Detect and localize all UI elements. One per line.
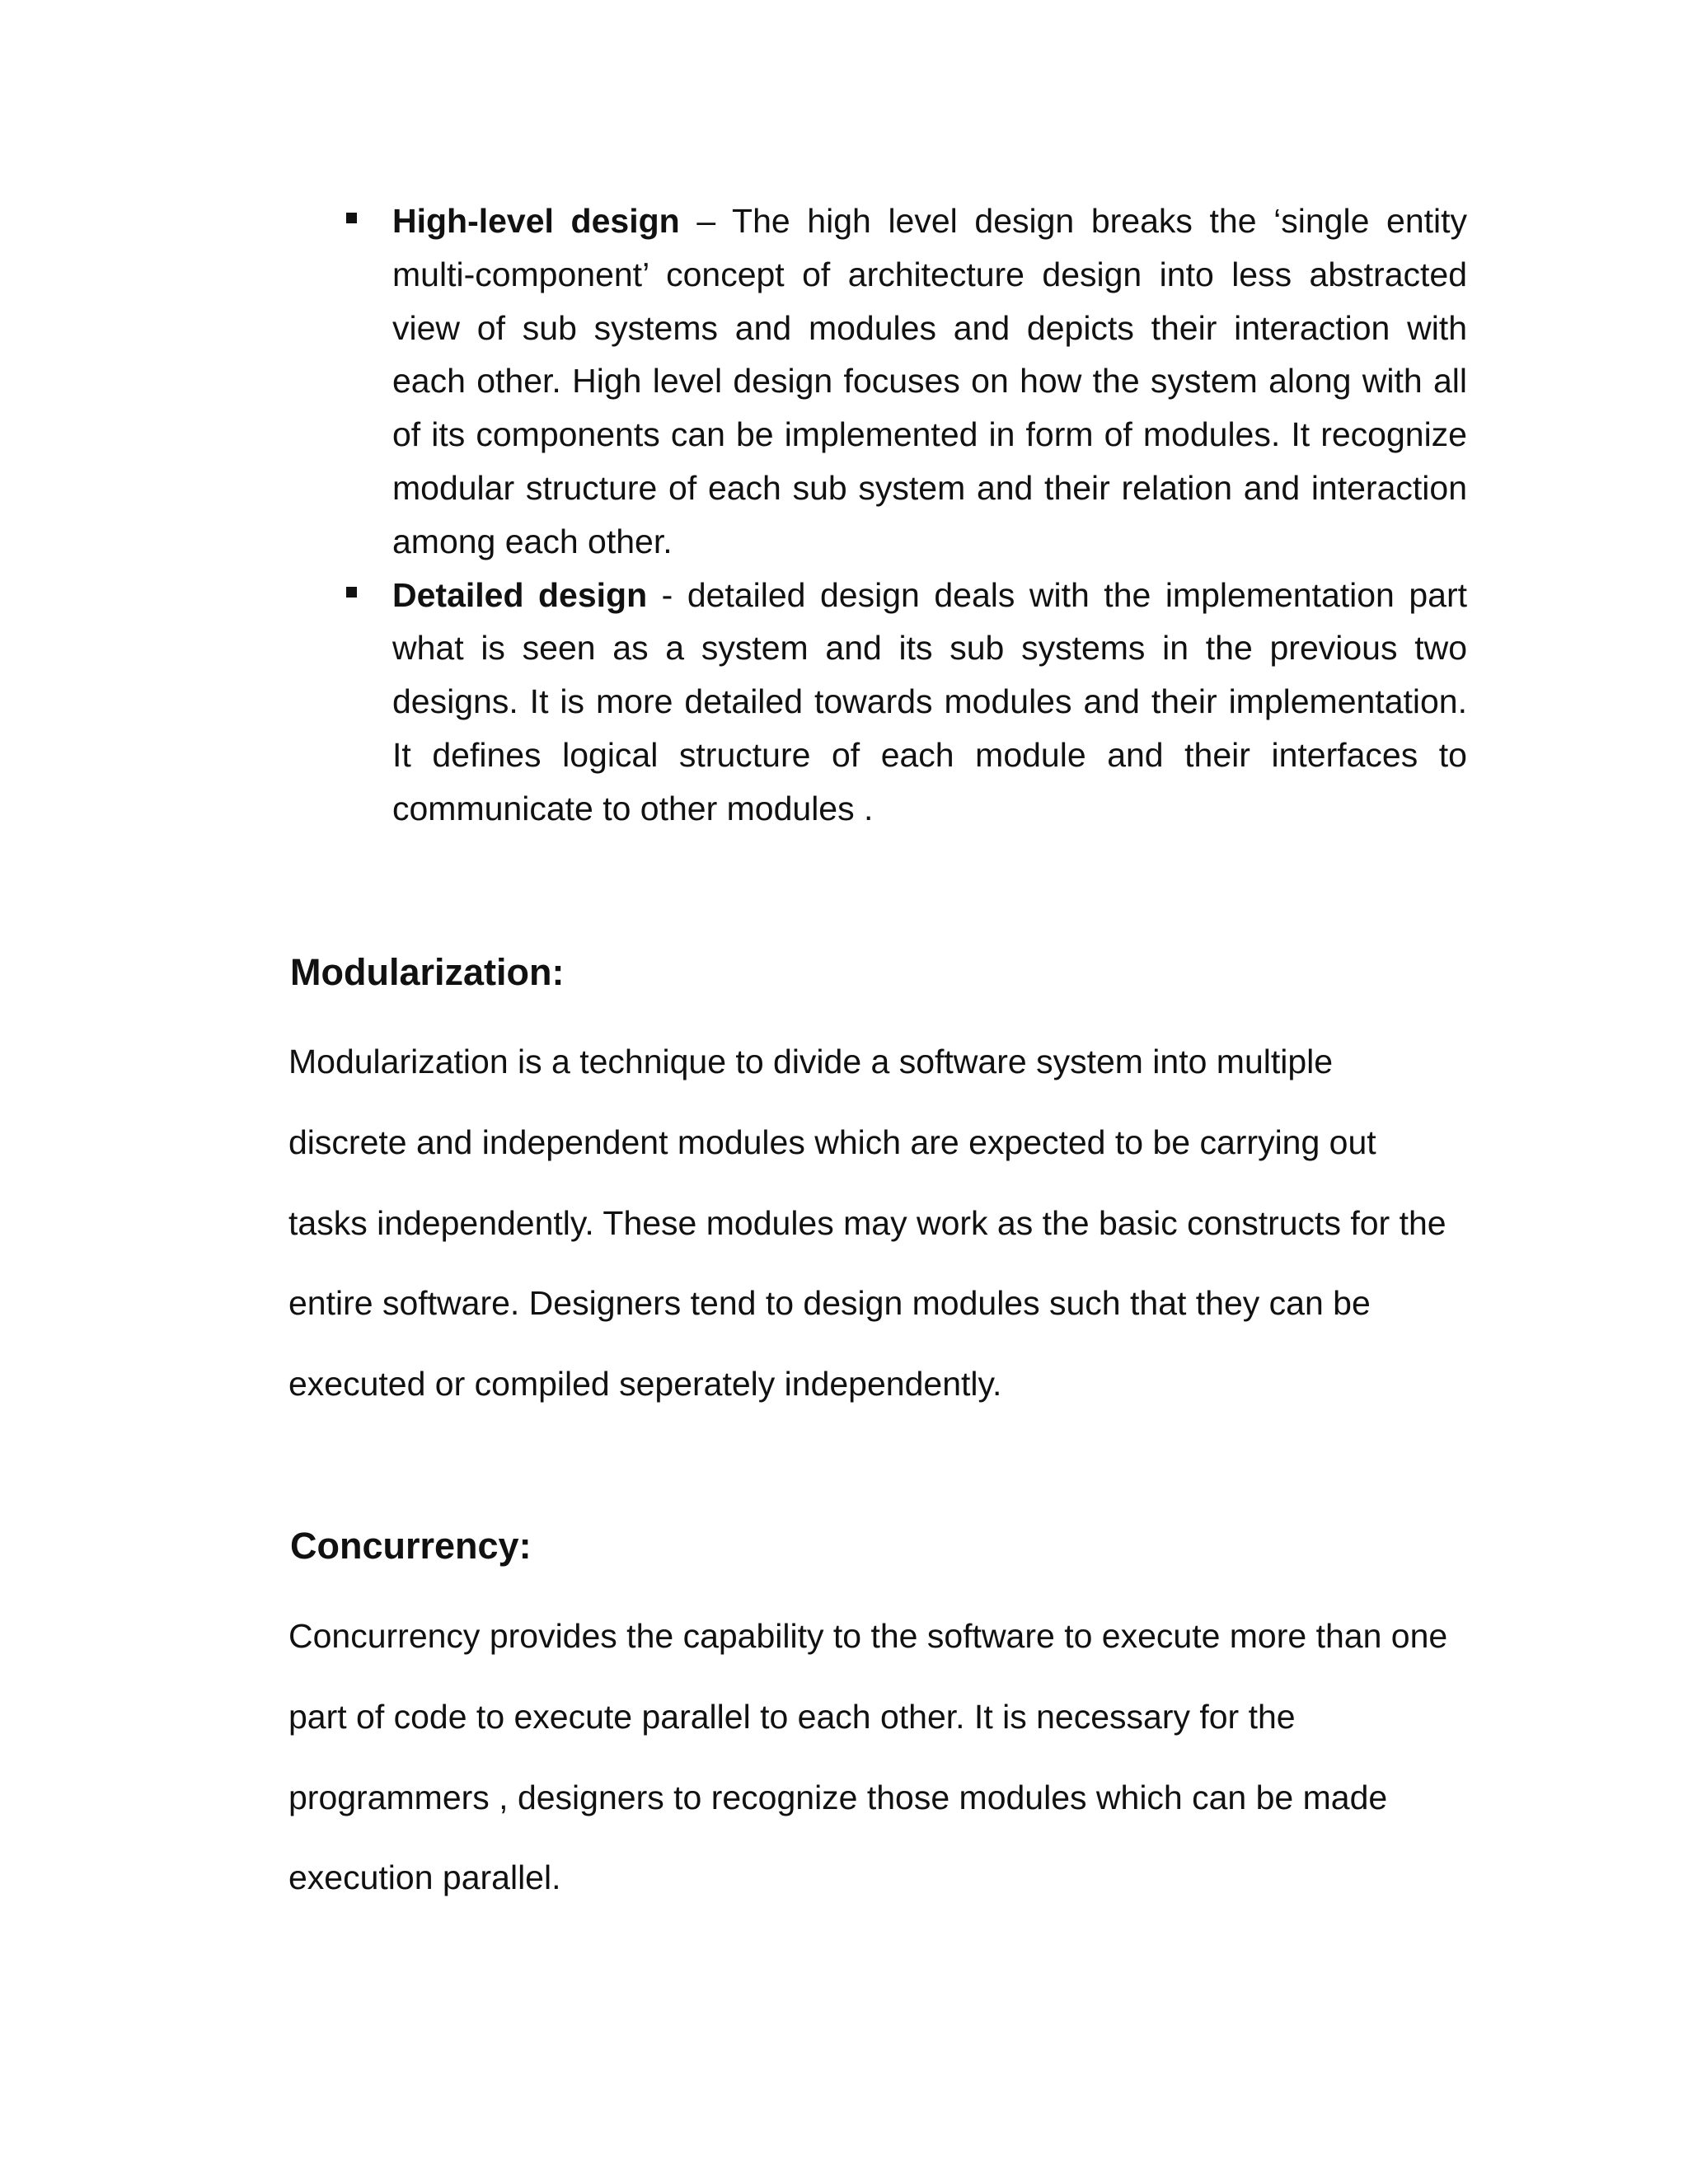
design-levels-list (346, 194, 1467, 836)
detailed-design-description: detailed design deals with the implementation part what is seen as a system and its sub systems in the previous two designs. It is more detailed towards modules and their implementation. It defines logical structure of each module and their interfaces to communicate to other modules . (392, 575, 1468, 827)
term-separator: – (679, 202, 733, 240)
square-bullet-icon (346, 587, 357, 598)
term-high-level-design: High-level design (392, 202, 680, 240)
modularization-heading: Modularization: (290, 951, 565, 993)
list-item-detailed-design (346, 569, 1467, 836)
concurrency-heading: Concurrency: (290, 1525, 532, 1567)
term-separator: - (647, 575, 687, 614)
high-level-design-description: The high level design breaks the ‘single entity multi-component’ concept of architecture design into less abstracted view of sub systems and modules and depicts their interaction with each other. High level design focuses on how the system along with all of its components can be implemented in form of modules. It recognize modular structure of each sub system and their relation and interaction among each other. (392, 202, 1468, 560)
list-item-high-level-design (346, 194, 1467, 569)
term-detailed-design: Detailed design (392, 575, 648, 614)
concurrency-paragraph: Concurrency provides the capability to the software to execute more than one part of code to execute parallel to each other. It is necessary for the programmers , designers to recognize those modules which can be made execution parallel. (288, 1617, 1448, 1897)
square-bullet-icon (346, 213, 357, 223)
modularization-paragraph: Modularization is a technique to divide a software system into multiple discrete and independent modules which are expected to be carrying out tasks independently. These modules may work as the basic constructs for the entire software. Designers tend to design modules such that they can be executed or compiled seperately independently. (288, 1043, 1447, 1404)
